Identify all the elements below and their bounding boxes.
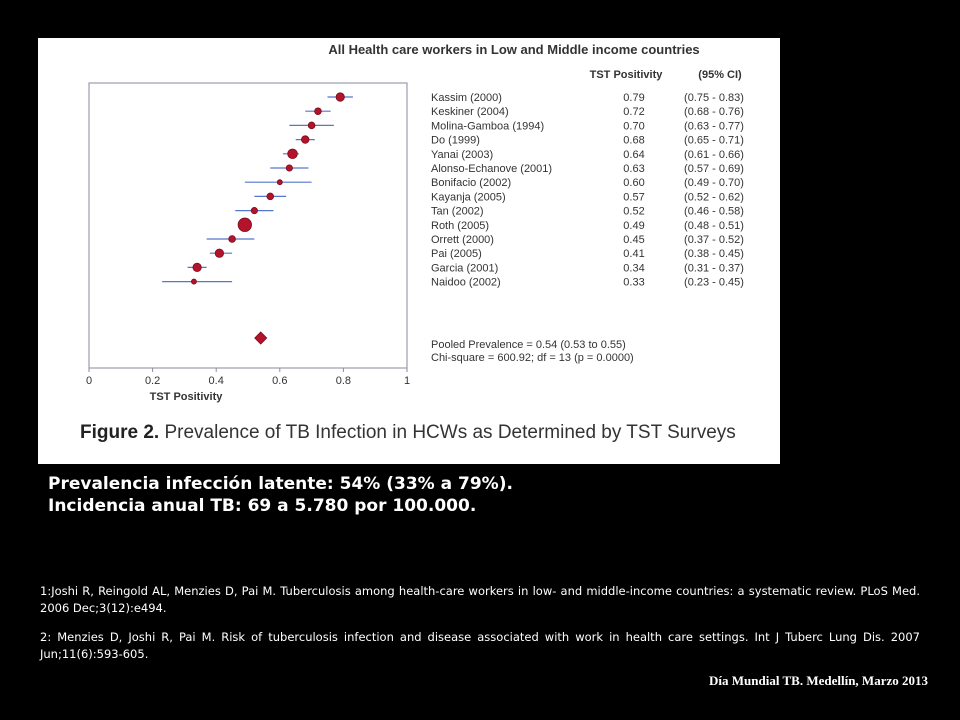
study-point — [229, 236, 236, 243]
study-label: Molina-Gamboa (1994) — [431, 120, 545, 133]
study-label: Garcia (2001) — [431, 262, 499, 275]
study-point — [251, 207, 257, 213]
study-ci: (0.61 - 0.66) — [684, 148, 744, 161]
pooled-prevalence-label: Pooled Prevalence = 0.54 (0.53 to 0.55) — [431, 339, 626, 351]
x-tick-label: 0.4 — [208, 375, 224, 387]
references — [40, 583, 920, 675]
study-value: 0.34 — [623, 262, 645, 275]
figure-caption — [80, 422, 770, 444]
x-axis-label: TST Positivity — [149, 391, 223, 403]
study-ci: (0.57 - 0.69) — [684, 163, 744, 175]
study-value: 0.64 — [623, 148, 645, 161]
study-label: Kayanja (2005) — [431, 191, 506, 204]
study-point — [215, 249, 223, 257]
study-ci: (0.65 - 0.71) — [684, 134, 744, 147]
study-value: 0.57 — [623, 191, 645, 204]
study-value: 0.60 — [623, 177, 645, 190]
study-value: 0.33 — [623, 276, 645, 289]
chart-title: All Health care workers in Low and Middle income countries — [328, 42, 700, 57]
study-point — [315, 108, 322, 115]
study-point — [336, 93, 344, 101]
study-value: 0.68 — [623, 134, 645, 147]
study-label: Orrett (2000) — [431, 234, 494, 246]
study-ci: (0.38 - 0.45) — [684, 248, 744, 261]
latent-prevalence-text: Prevalencia infección latente: 54% (33% a 79%). — [48, 474, 513, 494]
study-label: Tan (2002) — [431, 205, 484, 218]
study-value: 0.72 — [623, 106, 645, 119]
study-label: Yanai (2003) — [431, 148, 494, 161]
study-value: 0.63 — [623, 163, 645, 175]
study-point — [238, 218, 251, 231]
study-value: 0.49 — [623, 219, 645, 232]
footer-event-label: Día Mundial TB. Medellín, Marzo 2013 — [709, 673, 928, 688]
forest-plot — [38, 38, 780, 418]
study-ci: (0.46 - 0.58) — [684, 205, 744, 218]
x-tick-label: 1 — [403, 375, 411, 387]
pooled-estimate-marker — [255, 332, 267, 344]
study-label: Pai (2005) — [431, 248, 482, 261]
x-tick-label: 0 — [85, 375, 93, 387]
study-point — [277, 180, 282, 185]
header-95-ci: (95% CI) — [698, 69, 742, 81]
study-label: Keskiner (2004) — [431, 106, 509, 119]
forest-plot-figure — [38, 38, 780, 464]
study-label: Roth (2005) — [431, 219, 490, 232]
study-ci: (0.49 - 0.70) — [684, 177, 744, 190]
study-ci: (0.23 - 0.45) — [684, 276, 744, 289]
x-tick-label: 0.6 — [272, 375, 288, 387]
study-ci: (0.63 - 0.77) — [684, 120, 744, 133]
study-point — [286, 165, 292, 171]
study-ci: (0.37 - 0.52) — [684, 234, 744, 246]
x-tick-label: 0.8 — [335, 375, 352, 387]
study-ci: (0.75 - 0.83) — [684, 92, 744, 104]
annual-incidence-text: Incidencia anual TB: 69 a 5.780 por 100.000. — [48, 496, 477, 516]
summary-block — [48, 473, 513, 517]
study-value: 0.70 — [623, 120, 645, 133]
reference-1: 1:Joshi R, Reingold AL, Menzies D, Pai M. Tuberculosis among health-care workers in low- and middle-income countries: a systematic review. PLoS Med. 2006 Dec;3(12):e494. — [40, 584, 920, 615]
figure-caption-label: Figure 2. — [80, 422, 160, 443]
study-label: Naidoo (2002) — [431, 276, 501, 289]
study-ci: (0.31 - 0.37) — [684, 262, 744, 275]
study-point — [191, 279, 196, 284]
header-tst-positivity: TST Positivity — [589, 69, 663, 81]
study-value: 0.52 — [623, 205, 645, 218]
study-label: Alonso-Echanove (2001) — [431, 163, 553, 175]
study-point — [301, 136, 309, 144]
study-point — [193, 263, 201, 271]
study-value: 0.41 — [623, 248, 645, 261]
study-ci: (0.68 - 0.76) — [684, 106, 744, 119]
study-label: Do (1999) — [431, 134, 480, 147]
chi-square-label: Chi-square = 600.92; df = 13 (p = 0.0000) — [431, 352, 634, 364]
x-tick-label: 0.2 — [144, 375, 161, 387]
study-point — [267, 193, 274, 200]
study-ci: (0.52 - 0.62) — [684, 191, 744, 204]
figure-caption-text: Prevalence of TB Infection in HCWs as Determined by TST Surveys — [164, 422, 736, 443]
study-label: Bonifacio (2002) — [431, 177, 512, 190]
study-value: 0.79 — [623, 92, 645, 104]
study-label: Kassim (2000) — [431, 92, 502, 104]
study-point — [288, 149, 298, 159]
study-ci: (0.48 - 0.51) — [684, 219, 744, 232]
study-point — [308, 122, 315, 129]
reference-2: 2: Menzies D, Joshi R, Pai M. Risk of tuberculosis infection and disease associated with work in health care settings. Int J Tuberc Lung Dis. 2007 Jun;11(6):593-605. — [40, 630, 920, 661]
study-value: 0.45 — [623, 234, 645, 246]
